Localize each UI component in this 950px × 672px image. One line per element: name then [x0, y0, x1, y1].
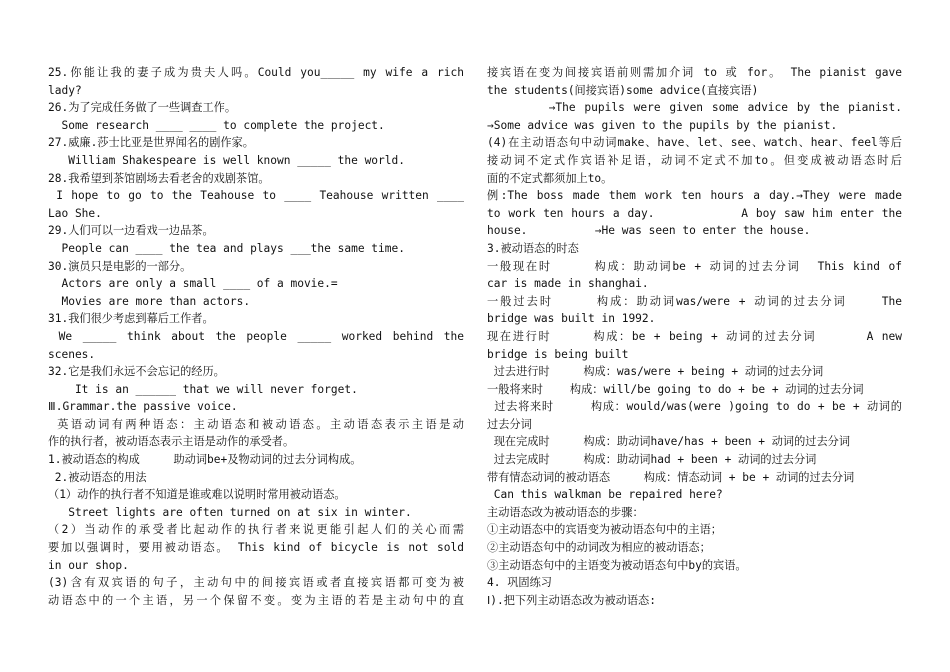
- text-line: 接宾语在变为间接宾语前则需加介词 to 或 for。 The pianist gave: [487, 66, 902, 79]
- text-line: William Shakespeare is well known _____ the world.: [48, 153, 405, 167]
- text-line: Actors are only a small ____ of a movie.=: [48, 277, 338, 291]
- text-line: 25.你能让我的妻子成为贵夫人吗。Could you_____ my wife a rich: [48, 66, 464, 79]
- text-line: (3)含有双宾语的句子，主动句中的间接宾语或者直接宾语都可变为被: [48, 576, 464, 590]
- text-line: Lao She.: [48, 206, 102, 220]
- text-line: 过去进行时 构成：was/were + being + 动词的过去分词: [487, 365, 824, 379]
- text-line: 作的执行者，被动语态表示主语是动作的承受者。: [48, 435, 295, 449]
- text-line: car is made in shanghai.: [487, 277, 649, 291]
- text-line: 一般过去时 构成：助动词was/were + 动词的过去分词 The: [487, 294, 902, 308]
- text-line: 过去将来时 构成：would/was(were )going to do + be + 动词的: [487, 400, 902, 414]
- text-line: 带有情态动词的被动语态 构成：情态动词 + be + 动词的过去分词: [487, 470, 855, 484]
- text-line: 4. 巩固练习: [487, 576, 552, 590]
- text-line: →Some advice was given to the pupils by the pianist.: [487, 118, 838, 132]
- right-column: [487, 64, 902, 609]
- text-line: 一般将来时 构成：will/be going to do + be + 动词的过去分词: [487, 382, 864, 396]
- text-line: 动语态中的一个主语，另一个保留不变。变为主语的若是主动句中的直: [48, 593, 464, 607]
- text-line: 过去分词: [487, 417, 532, 431]
- text-line: （2）当动作的承受者比起动作的执行者来说更能引起人们的关心而需: [48, 523, 464, 537]
- text-line: People can ____ the tea and plays ___the same time.: [48, 241, 405, 255]
- text-line: 接动词不定式作宾语补足语，动词不定式不加to。但变成被动语态时后: [487, 153, 902, 167]
- text-line: It is an ______ that we will never forget.: [48, 382, 358, 396]
- text-line: Ⅲ.Grammar.the passive voice.: [48, 400, 238, 414]
- text-line: 英语动词有两种语态：主动语态和被动语态。主动语态表示主语是动: [48, 417, 464, 431]
- text-line: to work ten hours a day. A boy saw him enter the: [487, 206, 902, 220]
- text-line: 2.被动语态的用法: [48, 470, 147, 484]
- text-line: I hope to go to the Teahouse to ____ Teahouse written ____: [48, 189, 464, 203]
- text-line: scenes.: [48, 347, 96, 361]
- text-line: 主动语态改为被动语态的步骤：: [487, 505, 644, 519]
- text-line: Some research ____ ____ to complete the project.: [48, 118, 385, 132]
- text-line: 31.我们很少考虑到幕后工作者。: [48, 312, 214, 326]
- text-line: 26.为了完成任务做了一些调查工作。: [48, 101, 237, 115]
- text-line: 过去完成时 构成：助动词had + been + 动词的过去分词: [487, 453, 817, 467]
- text-line: 32.它是我们永远不会忘记的经历。: [48, 365, 225, 379]
- text-line: in our shop.: [48, 558, 129, 572]
- text-line: ③主动语态句中的主语变为被动语态句中by的宾语。: [487, 558, 747, 572]
- text-line: 28.我希望到茶馆剧场去看老舍的戏剧茶馆。: [48, 171, 270, 185]
- text-line: 现在进行时 构成：be + being + 动词的过去分词 A new: [487, 329, 902, 343]
- text-line: 面的不定式都须加上to。: [487, 171, 613, 185]
- text-line: （1）动作的执行者不知道是谁或难以说明时常用被动语态。: [48, 488, 346, 502]
- text-line: bridge is being built: [487, 347, 629, 361]
- text-line: Can this walkman be repaired here?: [487, 488, 723, 502]
- text-line: Ⅰ).把下列主动语态改为被动语态:: [487, 593, 656, 607]
- text-line: Street lights are often turned on at six in winter.: [48, 505, 412, 519]
- text-line: We _____ think about the people _____ worked behind the: [48, 329, 464, 343]
- text-line: bridge was built in 1992.: [487, 312, 656, 326]
- text-line: the students(间接宾语)some advice(直接宾语): [487, 83, 759, 97]
- text-line: 1.被动语态的构成 助动词be+及物动词的过去分词构成。: [48, 453, 362, 467]
- left-column: [48, 64, 464, 609]
- text-line: 现在完成时 构成：助动词have/has + been + 动词的过去分词: [487, 435, 851, 449]
- text-line: 例:The boss made them work ten hours a day.→They were made: [487, 189, 902, 203]
- text-line: ②主动语态句中的动词改为相应的被动语态；: [487, 541, 711, 555]
- text-line: →The pupils were given some advice by the pianist.: [487, 101, 902, 115]
- text-line: (4)在主动语态句中动词make、have、let、see、watch、hear、feel等后: [487, 136, 902, 150]
- text-line: 一般现在时 构成：助动词be + 动词的过去分词 This kind of: [487, 259, 902, 273]
- text-line: 要加以强调时，要用被动语态。 This kind of bicycle is not sold: [48, 541, 464, 555]
- text-line: lady?: [48, 83, 82, 97]
- text-line: Movies are more than actors.: [48, 294, 251, 308]
- text-line: 27.威廉.莎士比亚是世界闻名的剧作家。: [48, 136, 254, 150]
- text-line: 29.人们可以一边看戏一边品茶。: [48, 224, 214, 238]
- text-line: house. →He was seen to enter the house.: [487, 224, 811, 238]
- text-line: 3.被动语态的时态: [487, 241, 579, 255]
- text-line: 30.演员只是电影的一部分。: [48, 259, 192, 273]
- text-line: ①主动语态中的宾语变为被动语态句中的主语；: [487, 523, 722, 537]
